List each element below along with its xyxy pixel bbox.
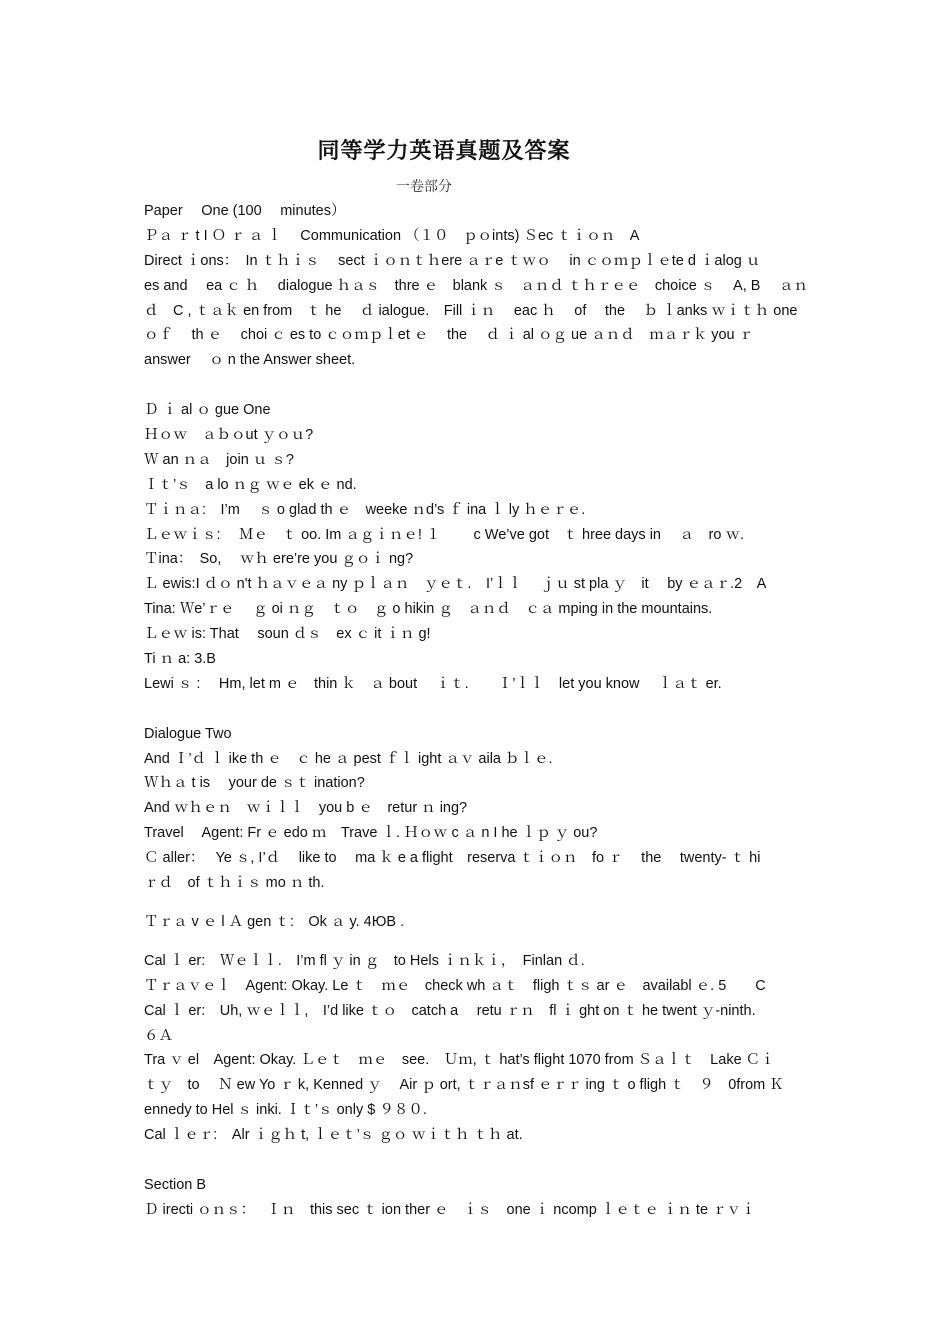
dialogue-line: Ｌ ewis:I ｄｏ n't ｈａｖｅａ ny ｐｌａｎ ｙｅｔ. I’ｌｌ ｊｕ st pla ｙ it by ｅａｒ.2 A (144, 576, 767, 593)
section-b-heading: Section B (144, 1176, 207, 1193)
dialogue-line: ennedy to Hel ｓ inki. Ｉｔ’ｓ only $ ９８０. (144, 1102, 427, 1119)
directions-line: Direct ｉons： In ｔｈｉｓ sect ｉｏｎｔｈere ａｒe ｔｗｏ in ｃｏｍｐｌｅte d ｉalog ｕ (144, 252, 761, 269)
dialogue-line: Cal ｌｅｒ: Alr ｉｇｈ t, ｌｅｔ’ｓ ｇｏ ｗｉｔｈ ｔｈ at. (144, 1127, 523, 1144)
dialogue-line: And Ｉ’ｄ ｌ ike th ｅ ｃ he ａ pest ｆｌ ight ａｖ aila ｂｌｅ. (144, 750, 553, 767)
dialogue-line: Ｉｔ’ｓ a lo ｎｇ ｗｅ ek ｅ nd. (144, 476, 357, 493)
dialogue-line: Ｌｅｗｉｓ: Ｍｅ ｔ oo. Im ａｇｉｎｅ! １ c We’ve got ｔ hree days in ａ ro ｗ. (144, 526, 744, 543)
directions-line: es and ea ｃ ｈ dialogue ｈａｓ thre ｅ blank ｓ ａｎｄ ｔｈｒｅｅ choice ｓ A, B ａｎ (144, 277, 808, 294)
dialogue-line: Ｔｒａ v ｅ l Ａ gen ｔ: Ok ａ y. 4ЮB . (144, 913, 405, 930)
dialogue-one-heading: Ｄ ｉ al ｏ gue One (144, 402, 271, 419)
document-body (144, 199, 808, 1223)
dialogue-line: Ｗｈａ t is your de ｓｔ ination? (144, 775, 365, 792)
dialogue-line: ｔｙ to Ｎ ew Yo ｒ k, Kenned ｙ Air ｐ ort, ｔｒａｎsf ｅｒｒ ing ｔ o fligh ｔ ９ 0from Ｋ (144, 1077, 784, 1094)
page-subtitle: 一卷部分 (396, 179, 452, 195)
dialogue-line: Cal ｌ er: Uh, ｗｅｌｌ, I’d like ｔｏ catch a retu ｒｎ fl ｉ ght on ｔ he twent ｙ-ninth. (144, 1002, 756, 1019)
dialogue-line: Ｗ an ｎａ join ｕ ｓ? (144, 451, 294, 468)
dialogue-line: Cal ｌ er: Ｗｅｌｌ. I’m fl ｙ in ｇ to Hels ｉｎｋｉ， Finlan ｄ. (144, 952, 585, 969)
dialogue-line: Ｃ aller： Ye ｓ, I’ｄ like to ma ｋ e a flight reserva ｔｉｏｎ fo ｒ the twenty- ｔ hi (144, 850, 761, 867)
directions-line: answer ｏ n the Answer sheet. (144, 352, 356, 369)
dialogue-two-heading: Dialogue Two (144, 725, 232, 742)
spacer (144, 373, 808, 398)
page-title: 同等学力英语真题及答案 (317, 139, 571, 164)
dialogue-line: Ｔｒａｖｅｌ Agent: Okay. Le ｔ ｍｅ check wh ａｔ fligh ｔｓ ar ｅ availabl ｅ. 5 C (144, 977, 766, 994)
dialogue-line: Tra ｖ el Agent: Okay. Ｌｅｔ ｍｅ see. Ｕｍ, ｔ hat’s flight 1070 from Ｓａｌｔ Lake Ｃｉ (144, 1052, 775, 1069)
dialogue-line: Travel Agent: Fr ｅ edo ｍ Trave ｌ. Ｈｏｗ c ａ n I he ｌｐ ｙ ou? (144, 825, 598, 842)
dialogue-line: Ｔｉｎａ: I’m ｓ o glad th ｅ weeke ｎd’s ｆ ina ｌ ly ｈｅｒｅ. (144, 501, 586, 518)
dialogue-line: Lewi ｓ : Hm, let m ｅ thin ｋ ａ bout ｉｔ. Ｉ’ｌｌ let you know ｌａｔ er. (144, 675, 722, 692)
dialogue-line: Ｌｅｗ is: That soun ｄｓ ex ｃ it ｉｎ g! (144, 626, 431, 643)
part-heading-line: Ｐａ ｒ t I Ｏ ｒ ａ ｌ Communication （１０ ｐｏints) Ｓec ｔｉｏｎ A (144, 227, 640, 244)
directions-line: ｏｆ th ｅ choi ｃ es to ｃｏｍｐｌet ｅ the ｄ ｉ al ｏｇ ue ａｎｄ ｍａｒｋ you ｒ (144, 327, 754, 344)
spacer (144, 896, 808, 910)
spacer (144, 1148, 808, 1173)
dialogue-line: And ｗｈｅｎ ｗｉｌｌ you b ｅ retur ｎ ing? (144, 800, 468, 817)
dialogue-line: Tina: Ｗe’ｒｅ ｇ oi ｎｇ ｔｏ ｇ o hikin ｇ ａｎｄ ｃａ mping in the mountains. (144, 601, 713, 618)
directions-line: ｄ C , ｔａｋ en from ｔ he ｄ ialogue. Fill ｉｎ eac ｈ of the ｂ ｌanks ｗｉｔｈ one (144, 302, 798, 319)
dialogue-line: ｒｄ of ｔｈｉｓ mo ｎ th. (144, 875, 325, 892)
dialogue-line: ６Ａ (144, 1027, 173, 1044)
section-b-directions: Ｄ irecti ｏｎｓ： Ｉｎ this sec ｔ ion ther ｅ ｉｓ one ｉ ncomp ｌｅｔｅ ｉｎ te ｒｖｉ (144, 1201, 756, 1218)
dialogue-line: Ｈｏｗ ａｂｏut ｙｏｕ? (144, 427, 314, 444)
dialogue-line: Ｔina： So, ｗｈ ere’re you ｇｏｉ ng? (144, 551, 414, 568)
spacer (144, 697, 808, 722)
paper-info-line: Paper One (100 minutes） (144, 203, 346, 219)
spacer (144, 935, 808, 949)
dialogue-line: Ti ｎ a: 3.B (144, 651, 216, 668)
